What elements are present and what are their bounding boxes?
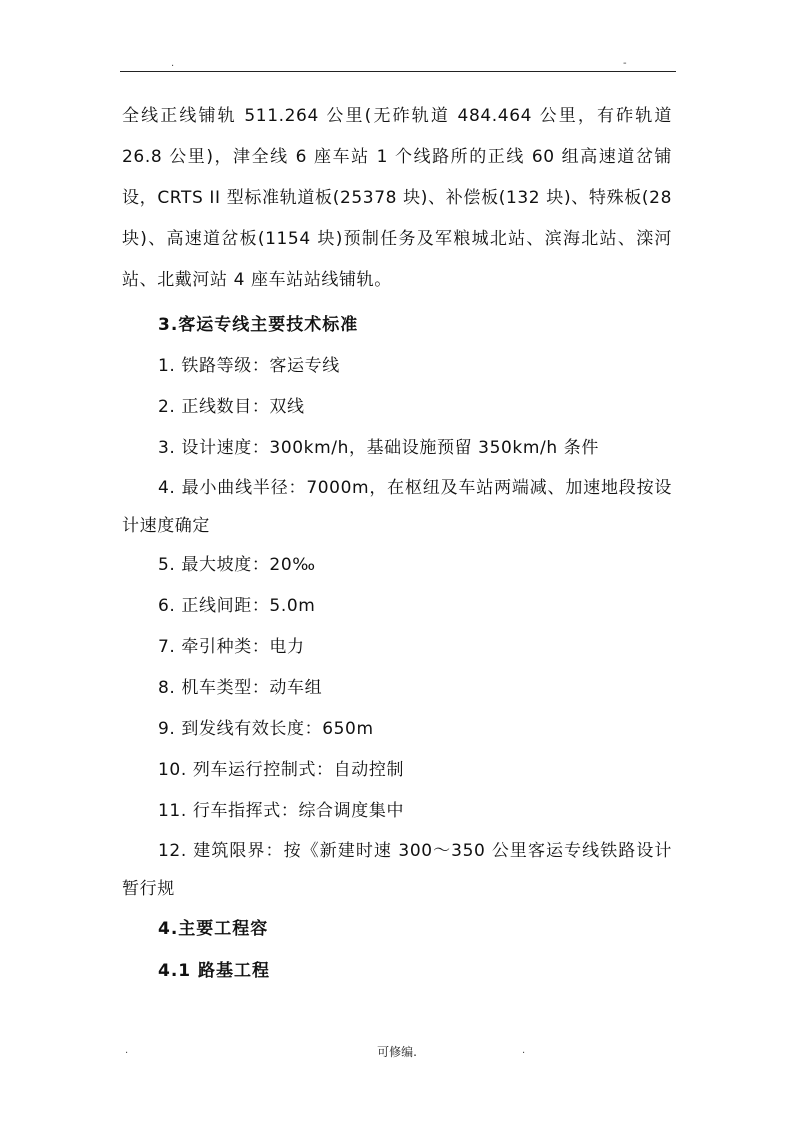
standard-item-8: 8. 机车类型：动车组 (158, 678, 323, 698)
standard-item-10: 10. 列车运行控制式：自动控制 (158, 760, 405, 780)
page-body (122, 96, 672, 992)
standard-item-4: 4. 最小曲线半径：7000m，在枢纽及车站两端减、加速地段按设计速度确定 (122, 478, 672, 536)
standard-item-5: 5. 最大坡度：20‰ (158, 555, 316, 575)
standard-item-6: 6. 正线间距：5.0m (158, 596, 316, 616)
standard-item-2: 2. 正线数目：双线 (158, 397, 305, 417)
standard-item-1: 1. 铁路等级：客运专线 (158, 356, 340, 376)
header-right-mark: - (623, 58, 627, 69)
standard-item-7: 7. 牵引种类：电力 (158, 637, 305, 657)
section-4-heading: 4.主要工程容 (158, 919, 269, 939)
footer-right-mark: . (522, 1045, 526, 1056)
header-rule (120, 71, 676, 72)
footer-left-mark: . (125, 1045, 129, 1056)
header-left-mark: . (171, 58, 175, 69)
standard-item-3: 3. 设计速度：300km/h，基础设施预留 350km/h 条件 (158, 438, 599, 458)
intro-paragraph: 全线正线铺轨 511.264 公里(无砟轨道 484.464 公里，有砟轨道 26.8 公里)，津全线 6 座车站 1 个线路所的正线 60 组高速道岔铺设，CRTS II 型标准轨道板(25378 块)、补偿板(132 块)、特殊板(28 块)、高速道岔板(1154 块)预制任务及军粮城北站、滨海北站、滦河站、北戴河站 4 座车站站线铺轨。 (122, 106, 672, 290)
section-3-heading: 3.客运专线主要技术标准 (158, 315, 359, 335)
standard-item-11: 11. 行车指挥式：综合调度集中 (158, 801, 405, 821)
standard-item-12: 12. 建筑限界：按《新建时速 300～350 公里客运专线铁路设计暂行规 (122, 841, 672, 899)
standard-item-9: 9. 到发线有效长度：650m (158, 719, 374, 739)
section-4-1-heading: 4.1 路基工程 (158, 961, 271, 981)
footer-text: 可修编. (377, 1045, 417, 1059)
